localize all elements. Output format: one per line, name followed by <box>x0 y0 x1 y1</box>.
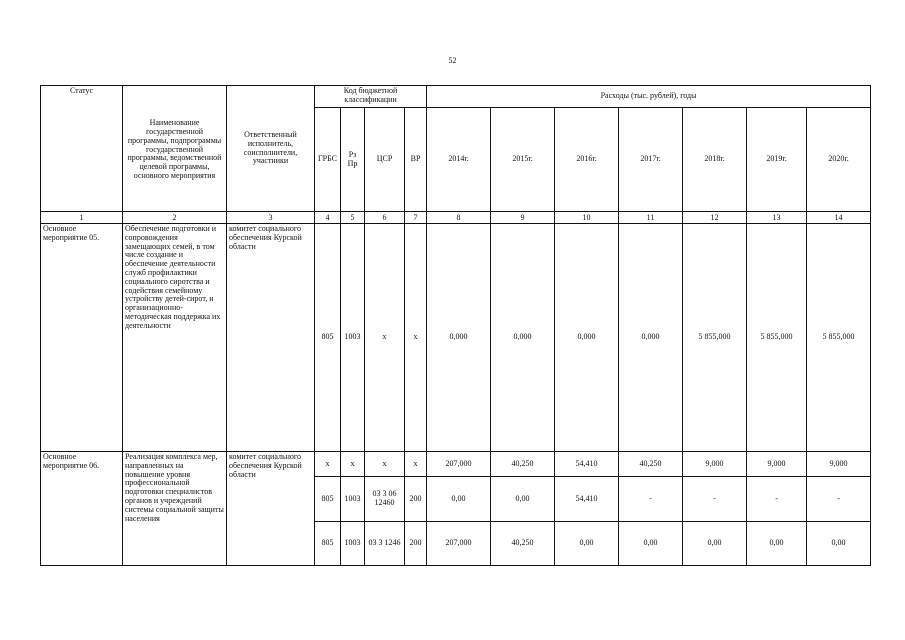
column-index: 1 <box>41 212 123 224</box>
cell-value: 9,000 <box>683 452 747 477</box>
column-index: 13 <box>747 212 807 224</box>
column-index: 6 <box>365 212 405 224</box>
row-status: Основное мероприятие 05. <box>41 224 123 452</box>
header-year: 2018г. <box>683 108 747 212</box>
cell-grbs: 805 <box>315 224 341 452</box>
cell-value: 54,410 <box>555 452 619 477</box>
header-year: 2016г. <box>555 108 619 212</box>
header-name: Наименование государственной программы, подпрограммы государственной программы, ведомственной целевой программы, основного мероприятия <box>123 86 227 212</box>
cell-grbs: 805 <box>315 522 341 566</box>
column-index: 12 <box>683 212 747 224</box>
cell-rzpr: x <box>341 452 365 477</box>
column-index: 2 <box>123 212 227 224</box>
row-name: Реализация комплекса мер, направленных на повышение уровня профессиональной подготовки специалистов органов и учреждений системы социальной защиты населения <box>123 452 227 566</box>
cell-value: 0,00 <box>619 522 683 566</box>
cell-value: 0,00 <box>747 522 807 566</box>
cell-csr: 03 3 06 12460 <box>365 477 405 522</box>
cell-value: 207,000 <box>427 522 491 566</box>
cell-rzpr: 1003 <box>341 522 365 566</box>
budget-table <box>40 85 871 566</box>
cell-value: 0,00 <box>683 522 747 566</box>
cell-value: 9,000 <box>807 452 871 477</box>
cell-value: 0,000 <box>555 224 619 452</box>
header-vr: ВР <box>405 108 427 212</box>
table-row <box>41 224 871 452</box>
column-index: 9 <box>491 212 555 224</box>
cell-value: - <box>807 477 871 522</box>
cell-rzpr: 1003 <box>341 477 365 522</box>
cell-value: 0,00 <box>491 477 555 522</box>
cell-value: 0,00 <box>807 522 871 566</box>
header-year: 2017г. <box>619 108 683 212</box>
cell-vr: 200 <box>405 522 427 566</box>
cell-value: - <box>619 477 683 522</box>
cell-value: 0,000 <box>427 224 491 452</box>
column-index: 3 <box>227 212 315 224</box>
row-executor: комитет социального обеспечения Курской области <box>227 452 315 566</box>
header-status: Статус <box>41 86 123 212</box>
header-year: 2014г. <box>427 108 491 212</box>
cell-value: 0,000 <box>491 224 555 452</box>
cell-csr: x <box>365 224 405 452</box>
cell-vr: x <box>405 224 427 452</box>
cell-csr: 03 3 1246 <box>365 522 405 566</box>
column-index: 8 <box>427 212 491 224</box>
cell-value: 40,250 <box>491 522 555 566</box>
row-executor: комитет социального обеспечения Курской области <box>227 224 315 452</box>
column-index: 14 <box>807 212 871 224</box>
header-year: 2015г. <box>491 108 555 212</box>
cell-grbs: 805 <box>315 477 341 522</box>
cell-value: 40,250 <box>491 452 555 477</box>
cell-value: 0,00 <box>427 477 491 522</box>
row-name: Обеспечение подготовки и сопровождения замещающих семей, в том числе создание и обеспечение деятельности служб профилактики социального сиротства и содействия семейному устройству детей-сирот, и организационно-методическая поддержка их деятельности <box>123 224 227 452</box>
header-csr: ЦСР <box>365 108 405 212</box>
cell-vr: x <box>405 452 427 477</box>
page-number: 52 <box>448 56 457 65</box>
cell-csr: x <box>365 452 405 477</box>
cell-value: 54,410 <box>555 477 619 522</box>
cell-value: 5 855,000 <box>807 224 871 452</box>
cell-rzpr: 1003 <box>341 224 365 452</box>
column-index-row <box>41 212 871 224</box>
cell-value: 0,00 <box>555 522 619 566</box>
header-rzpr: Рз Пр <box>341 108 365 212</box>
header-row-1 <box>41 86 871 108</box>
header-grbs: ГРБС <box>315 108 341 212</box>
cell-value: 207,000 <box>427 452 491 477</box>
cell-vr: 200 <box>405 477 427 522</box>
column-index: 11 <box>619 212 683 224</box>
cell-value: 5 855,000 <box>747 224 807 452</box>
header-expenses: Расходы (тыс. рублей), годы <box>427 86 871 108</box>
cell-value: 5 855,000 <box>683 224 747 452</box>
cell-value: 9,000 <box>747 452 807 477</box>
cell-value: 0,000 <box>619 224 683 452</box>
row-status: Основное мероприятие 06. <box>41 452 123 566</box>
column-index: 5 <box>341 212 365 224</box>
table-row <box>41 452 871 477</box>
column-index: 7 <box>405 212 427 224</box>
header-executor: Ответственный исполнитель, соисполнители, участники <box>227 86 315 212</box>
column-index: 4 <box>315 212 341 224</box>
header-budget-code: Код бюджетной классификации <box>315 86 427 108</box>
cell-value: - <box>683 477 747 522</box>
column-index: 10 <box>555 212 619 224</box>
cell-grbs: x <box>315 452 341 477</box>
cell-value: - <box>747 477 807 522</box>
header-year: 2020г. <box>807 108 871 212</box>
header-year: 2019г. <box>747 108 807 212</box>
cell-value: 40,250 <box>619 452 683 477</box>
